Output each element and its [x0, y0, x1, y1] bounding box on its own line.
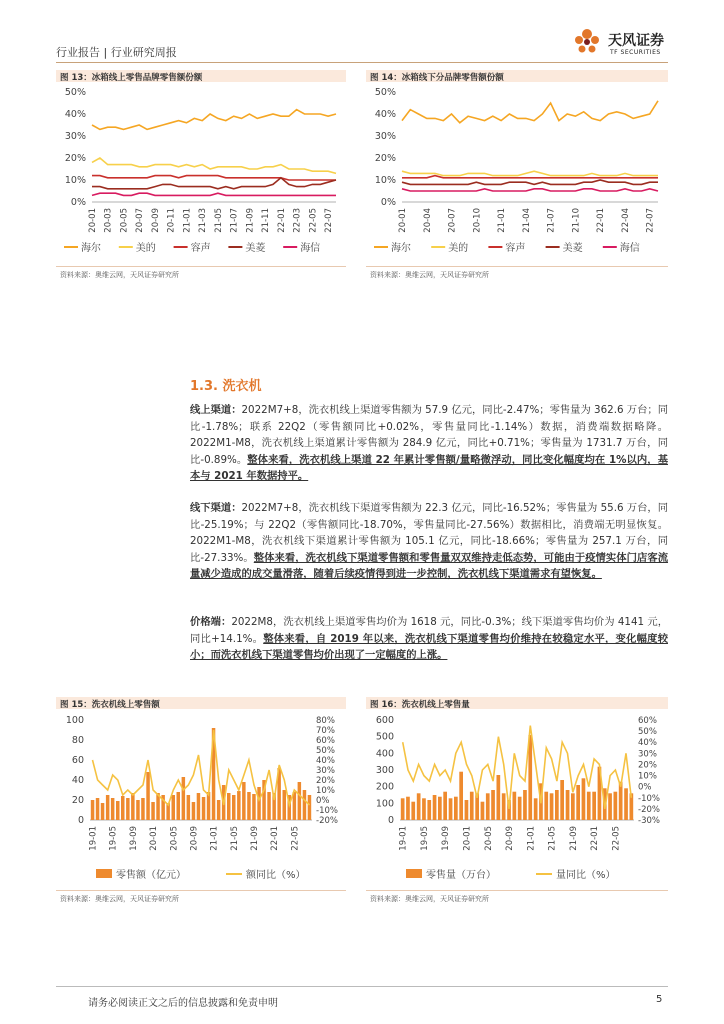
legend-label-line: 额同比（%）: [246, 870, 306, 881]
x-tick-label: 22-04: [620, 208, 631, 233]
bar: [491, 790, 495, 820]
series-line-2: [92, 176, 336, 180]
logo-text-cn: 天风证券: [608, 33, 664, 49]
bar: [576, 785, 580, 820]
header-divider: [56, 62, 668, 63]
y-tick-label-right: 40%: [316, 756, 335, 766]
x-tick-label: 21-03: [198, 208, 209, 233]
series-line-2: [402, 176, 658, 178]
x-tick-label: 20-05: [119, 208, 130, 233]
fig13-chart: [56, 84, 346, 264]
paragraph-online-lead: 线上渠道：: [190, 404, 242, 416]
x-tick-label: 20-10: [472, 208, 483, 233]
bar: [293, 792, 297, 820]
x-tick-label: 21-09: [249, 826, 260, 851]
y-tick-label-left: 80: [71, 735, 84, 746]
bar: [197, 793, 201, 820]
paragraph-online-text: 2022M7+8，洗衣机线上渠道零售额为 57.9 亿元，同比-2.47%；零售量为 362.6 万台；同比-1.78%；联系 22Q2（零售额同比+0.02%，零售量同比-1.14%）数据，消费端数据略降。2022M1-M8，洗衣机线上渠道累计零售额为 284.9 亿元，同比+0.71%；零售量为 1731.7 万台，同比-0.89%。: [190, 404, 668, 466]
bar: [131, 793, 135, 820]
y-tick-label: 20%: [64, 153, 86, 164]
x-tick-label: 19-05: [419, 826, 430, 851]
fig13-title: 图 13：冰箱线上零售品牌零售额份额: [60, 73, 203, 83]
y-tick-label-right: 70%: [316, 726, 335, 736]
x-tick-label: 19-09: [128, 826, 139, 851]
legend-label: 美菱: [562, 243, 583, 254]
y-tick-label-left: 100: [65, 715, 84, 726]
bar: [141, 798, 145, 820]
fig14-bottom-rule: [366, 266, 668, 267]
x-tick-label: 20-01: [149, 826, 160, 851]
x-tick-label: 22-01: [596, 208, 607, 233]
x-tick-label: 20-09: [505, 826, 516, 851]
x-tick-label: 21-09: [245, 208, 256, 233]
x-tick-label: 22-01: [270, 826, 281, 851]
bar: [571, 793, 575, 820]
bar: [101, 803, 105, 820]
y-tick-label-right: 40%: [638, 738, 657, 749]
x-tick-label: 21-07: [546, 208, 557, 233]
bar: [582, 778, 586, 820]
y-tick-label-left: 100: [375, 798, 394, 810]
y-tick-label: 0%: [70, 197, 86, 208]
y-tick-label: 30%: [64, 131, 86, 142]
y-tick-label: 50%: [374, 87, 396, 98]
bar: [401, 798, 405, 820]
footer-disclaimer: 请务必阅读正文之后的信息披露和免责申明: [88, 998, 278, 1009]
fig15-title: 图 15：洗衣机线上零售额: [60, 700, 160, 710]
bar: [303, 790, 307, 820]
x-tick-label: 20-03: [103, 208, 114, 233]
bar: [411, 802, 415, 820]
x-tick-label: 21-01: [182, 208, 193, 233]
bar: [427, 800, 431, 820]
x-tick-label: 20-01: [398, 208, 408, 233]
bar: [555, 790, 559, 820]
bar: [177, 792, 181, 820]
x-tick-label: 19-09: [441, 826, 452, 851]
fig16-bottom-rule: [366, 890, 668, 891]
bar: [257, 787, 261, 820]
y-tick-label-left: 20: [71, 795, 84, 806]
paragraph-price-conclusion: 整体来看，自 2019 年以来，洗衣机线下渠道零售均价维持在较稳定水平，变化幅度较小；而洗衣机线下渠道零售均价出现了一定幅度的上涨。: [190, 632, 668, 661]
y-tick-label-right: -30%: [638, 816, 660, 826]
x-tick-label: 19-05: [108, 826, 119, 851]
y-tick-label: 0%: [380, 197, 396, 208]
y-tick-label-right: 60%: [316, 736, 335, 746]
bar: [96, 798, 100, 820]
bar: [614, 792, 618, 820]
bar: [106, 795, 110, 820]
bar: [252, 794, 256, 820]
fig15-chart: [56, 712, 346, 888]
bar: [406, 797, 410, 820]
bar: [443, 792, 447, 820]
bar: [619, 782, 623, 820]
paragraph-online: [190, 402, 668, 485]
y-tick-label: 40%: [374, 109, 396, 120]
paragraph-price-lead: 价格端：: [190, 616, 232, 628]
bar: [433, 795, 437, 820]
bar: [449, 798, 453, 820]
series-line-0: [92, 110, 336, 130]
bar: [486, 793, 490, 820]
bar: [151, 802, 155, 820]
legend-label: 容声: [190, 243, 211, 254]
bar: [242, 782, 246, 820]
x-tick-label: 20-01: [88, 208, 98, 233]
legend-label: 容声: [505, 243, 526, 254]
bar: [202, 797, 206, 820]
bar: [417, 793, 421, 820]
fig14-source: 资料来源：奥维云网，天风证券研究所: [370, 271, 489, 279]
x-tick-label: 21-01: [497, 208, 508, 233]
yoy-line: [403, 726, 632, 809]
legend-label-bar: 零售量（万台）: [426, 870, 496, 881]
fig13-bottom-rule: [56, 266, 346, 267]
series-line-4: [402, 189, 658, 191]
y-tick-label-right: 10%: [638, 771, 657, 782]
x-tick-label: 21-01: [209, 826, 220, 851]
paragraph-offline-text: 2022M7+8，洗衣机线下渠道零售额为 22.3 亿元，同比-16.52%；零售量为 55.6 万台，同比-25.19%；与 22Q2（零售额同比-18.70%，零售量同比-27.56%）数据相比，消费端无明显恢复。2022M1-M8，洗衣机线下渠道累计零售额为 105.1 亿元，同比-18.66%；零售量为 257.1 万台，同比-27.33%。: [190, 502, 668, 564]
fig15-bottom-rule: [56, 890, 346, 891]
y-tick-label: 10%: [64, 175, 86, 186]
bar: [136, 800, 140, 820]
fig13-source: 资料来源：奥维云网，天风证券研究所: [60, 271, 179, 279]
x-tick-label: 21-07: [229, 208, 240, 233]
y-tick-label: 30%: [374, 131, 396, 142]
legend-label: 美菱: [245, 243, 266, 254]
logo-flower-icon: [570, 26, 604, 60]
paragraph-online-conclusion: 整体来看，洗衣机线上渠道 22 年累计零售额/量略微浮动，同比变化幅度均在 1%以内，基本与 2021 年数据持平。: [190, 453, 668, 482]
x-tick-label: 21-05: [213, 208, 224, 233]
y-tick-label-right: 20%: [316, 776, 335, 786]
paragraph-offline: [190, 500, 668, 583]
y-tick-label-right: 80%: [316, 716, 335, 726]
x-tick-label: 20-09: [189, 826, 200, 851]
x-tick-label: 21-10: [571, 208, 582, 233]
y-tick-label: 50%: [64, 87, 86, 98]
bar: [438, 797, 442, 820]
legend-label: 美的: [135, 243, 156, 254]
report-header-title: 行业报告 | 行业研究周报: [56, 46, 177, 59]
x-tick-label: 20-07: [135, 208, 146, 233]
bar: [192, 802, 196, 820]
x-tick-label: 21-04: [521, 208, 532, 233]
paragraph-offline-lead: 线下渠道：: [190, 502, 242, 514]
bar: [587, 792, 591, 820]
bar: [592, 792, 596, 820]
bar: [283, 790, 287, 820]
bar: [523, 790, 527, 820]
x-tick-label: 20-11: [166, 208, 177, 233]
bar: [481, 802, 485, 820]
legend-swatch-bar: [96, 869, 112, 878]
bar: [502, 793, 506, 820]
y-tick-label-left: 0: [387, 815, 394, 826]
y-tick-label-right: 0%: [638, 782, 652, 793]
x-tick-label: 20-01: [462, 826, 473, 851]
bar: [217, 800, 221, 820]
legend-label: 海信: [300, 243, 321, 254]
x-tick-label: 20-09: [150, 208, 161, 233]
legend-swatch-bar: [406, 869, 422, 878]
yoy-line: [93, 730, 310, 805]
bar: [624, 788, 628, 820]
x-tick-label: 22-01: [590, 826, 601, 851]
section-title: 1.3. 洗衣机: [190, 379, 262, 394]
bar: [497, 775, 501, 820]
y-tick-label-left: 40: [71, 775, 84, 786]
fig14-title: 图 14：冰箱线下分品牌零售额份额: [370, 73, 504, 83]
bar: [298, 782, 302, 820]
bar: [126, 798, 130, 820]
y-tick-label-left: 400: [375, 748, 394, 760]
logo-text-en: TF SECURITIES: [610, 49, 661, 56]
x-tick-label: 21-01: [526, 826, 537, 851]
bar: [544, 792, 548, 820]
legend-label: 海信: [619, 243, 640, 254]
fig16-source: 资料来源：奥维云网，天风证券研究所: [370, 895, 489, 903]
bar: [422, 798, 426, 820]
bar: [111, 798, 115, 820]
legend-label-bar: 零售额（亿元）: [116, 870, 186, 881]
y-tick-label-right: 50%: [316, 746, 335, 756]
bar: [550, 793, 554, 820]
paragraph-price: [190, 614, 668, 664]
footer-divider: [56, 986, 668, 987]
x-tick-label: 21-11: [261, 208, 272, 233]
y-tick-label-right: 50%: [638, 727, 657, 738]
x-tick-label: 22-05: [308, 208, 319, 233]
y-tick-label-left: 200: [375, 781, 394, 793]
x-tick-label: 20-05: [169, 826, 180, 851]
legend-label: 海尔: [391, 243, 411, 254]
bar: [232, 795, 236, 820]
bar: [608, 793, 612, 820]
x-tick-label: 22-05: [611, 826, 622, 851]
x-tick-label: 19-01: [88, 826, 99, 851]
bar: [91, 800, 95, 820]
legend-label-line: 量同比（%）: [556, 870, 616, 881]
bar: [534, 798, 538, 820]
bar: [187, 795, 191, 820]
series-line-3: [402, 180, 658, 184]
paragraph-offline-conclusion: 整体来看，洗衣机线下渠道零售额和零售量双双维持走低态势，可能由于疫情实体门店客流量减少造成的成交量滑落，随着后续疫情得到进一步控制，洗衣机线下渠道需求有望恢复。: [190, 551, 669, 580]
x-tick-label: 22-07: [645, 208, 656, 233]
x-tick-label: 21-05: [547, 826, 558, 851]
page-number: 5: [656, 994, 663, 1005]
y-tick-label-right: -10%: [638, 793, 660, 804]
series-line-4: [92, 193, 336, 195]
bar: [237, 791, 241, 820]
series-line-1: [402, 171, 658, 175]
paragraph-price-text: 2022M8，洗衣机线上渠道零售均价为 1618 元，同比-0.3%；线下渠道零售均价为 4141 元，同比+14.1%。: [190, 616, 668, 645]
legend-label: 海尔: [81, 243, 101, 254]
x-tick-label: 22-03: [292, 207, 303, 233]
fig15-source: 资料来源：奥维云网，天风证券研究所: [60, 895, 179, 903]
y-tick-label-left: 600: [375, 715, 394, 726]
x-tick-label: 22-05: [290, 826, 301, 851]
x-tick-label: 21-05: [229, 826, 240, 851]
y-tick-label-right: 60%: [638, 716, 657, 726]
x-tick-label: 20-07: [447, 208, 458, 233]
bar: [146, 772, 150, 820]
bar: [227, 793, 231, 820]
y-tick-label: 10%: [374, 175, 396, 186]
bar: [172, 795, 176, 820]
bar: [267, 792, 271, 820]
bar: [308, 795, 312, 820]
bar: [459, 772, 463, 820]
y-tick-label-left: 500: [375, 731, 394, 743]
y-tick-label-right: 0%: [316, 796, 330, 806]
y-tick-label-right: 20%: [638, 760, 657, 771]
bar: [454, 797, 458, 820]
y-tick-label-right: -10%: [316, 806, 338, 816]
fig16-title: 图 16：洗衣机线上零售量: [370, 700, 470, 710]
y-tick-label-left: 60: [71, 755, 84, 766]
y-tick-label-left: 300: [375, 765, 394, 776]
bar: [566, 790, 570, 820]
y-tick-label: 20%: [374, 153, 396, 164]
fig16-chart: [366, 712, 668, 888]
y-tick-label: 40%: [64, 109, 86, 120]
y-tick-label-right: 10%: [316, 786, 335, 796]
x-tick-label: 22-07: [324, 208, 335, 233]
x-tick-label: 19-01: [398, 826, 409, 851]
x-tick-label: 20-04: [422, 208, 433, 233]
bar: [247, 792, 251, 820]
bar: [470, 792, 474, 820]
legend-label: 美的: [448, 243, 469, 254]
bar: [513, 792, 517, 820]
bar: [182, 777, 186, 820]
y-tick-label-right: 30%: [316, 766, 335, 776]
x-tick-label: 22-01: [276, 208, 287, 233]
y-tick-label-left: 0: [77, 815, 84, 826]
series-line-1: [92, 158, 336, 173]
bar: [121, 796, 125, 820]
bar: [116, 801, 120, 820]
series-line-0: [402, 101, 658, 123]
x-tick-label: 21-09: [568, 826, 579, 851]
bar: [207, 792, 211, 820]
x-tick-label: 20-05: [483, 826, 494, 851]
y-tick-label-right: -20%: [638, 804, 660, 815]
bar: [518, 797, 522, 820]
y-tick-label-right: 30%: [638, 749, 657, 760]
y-tick-label-right: -20%: [316, 816, 338, 826]
fig14-chart: [366, 84, 668, 264]
bar: [465, 800, 469, 820]
bar: [560, 780, 564, 820]
